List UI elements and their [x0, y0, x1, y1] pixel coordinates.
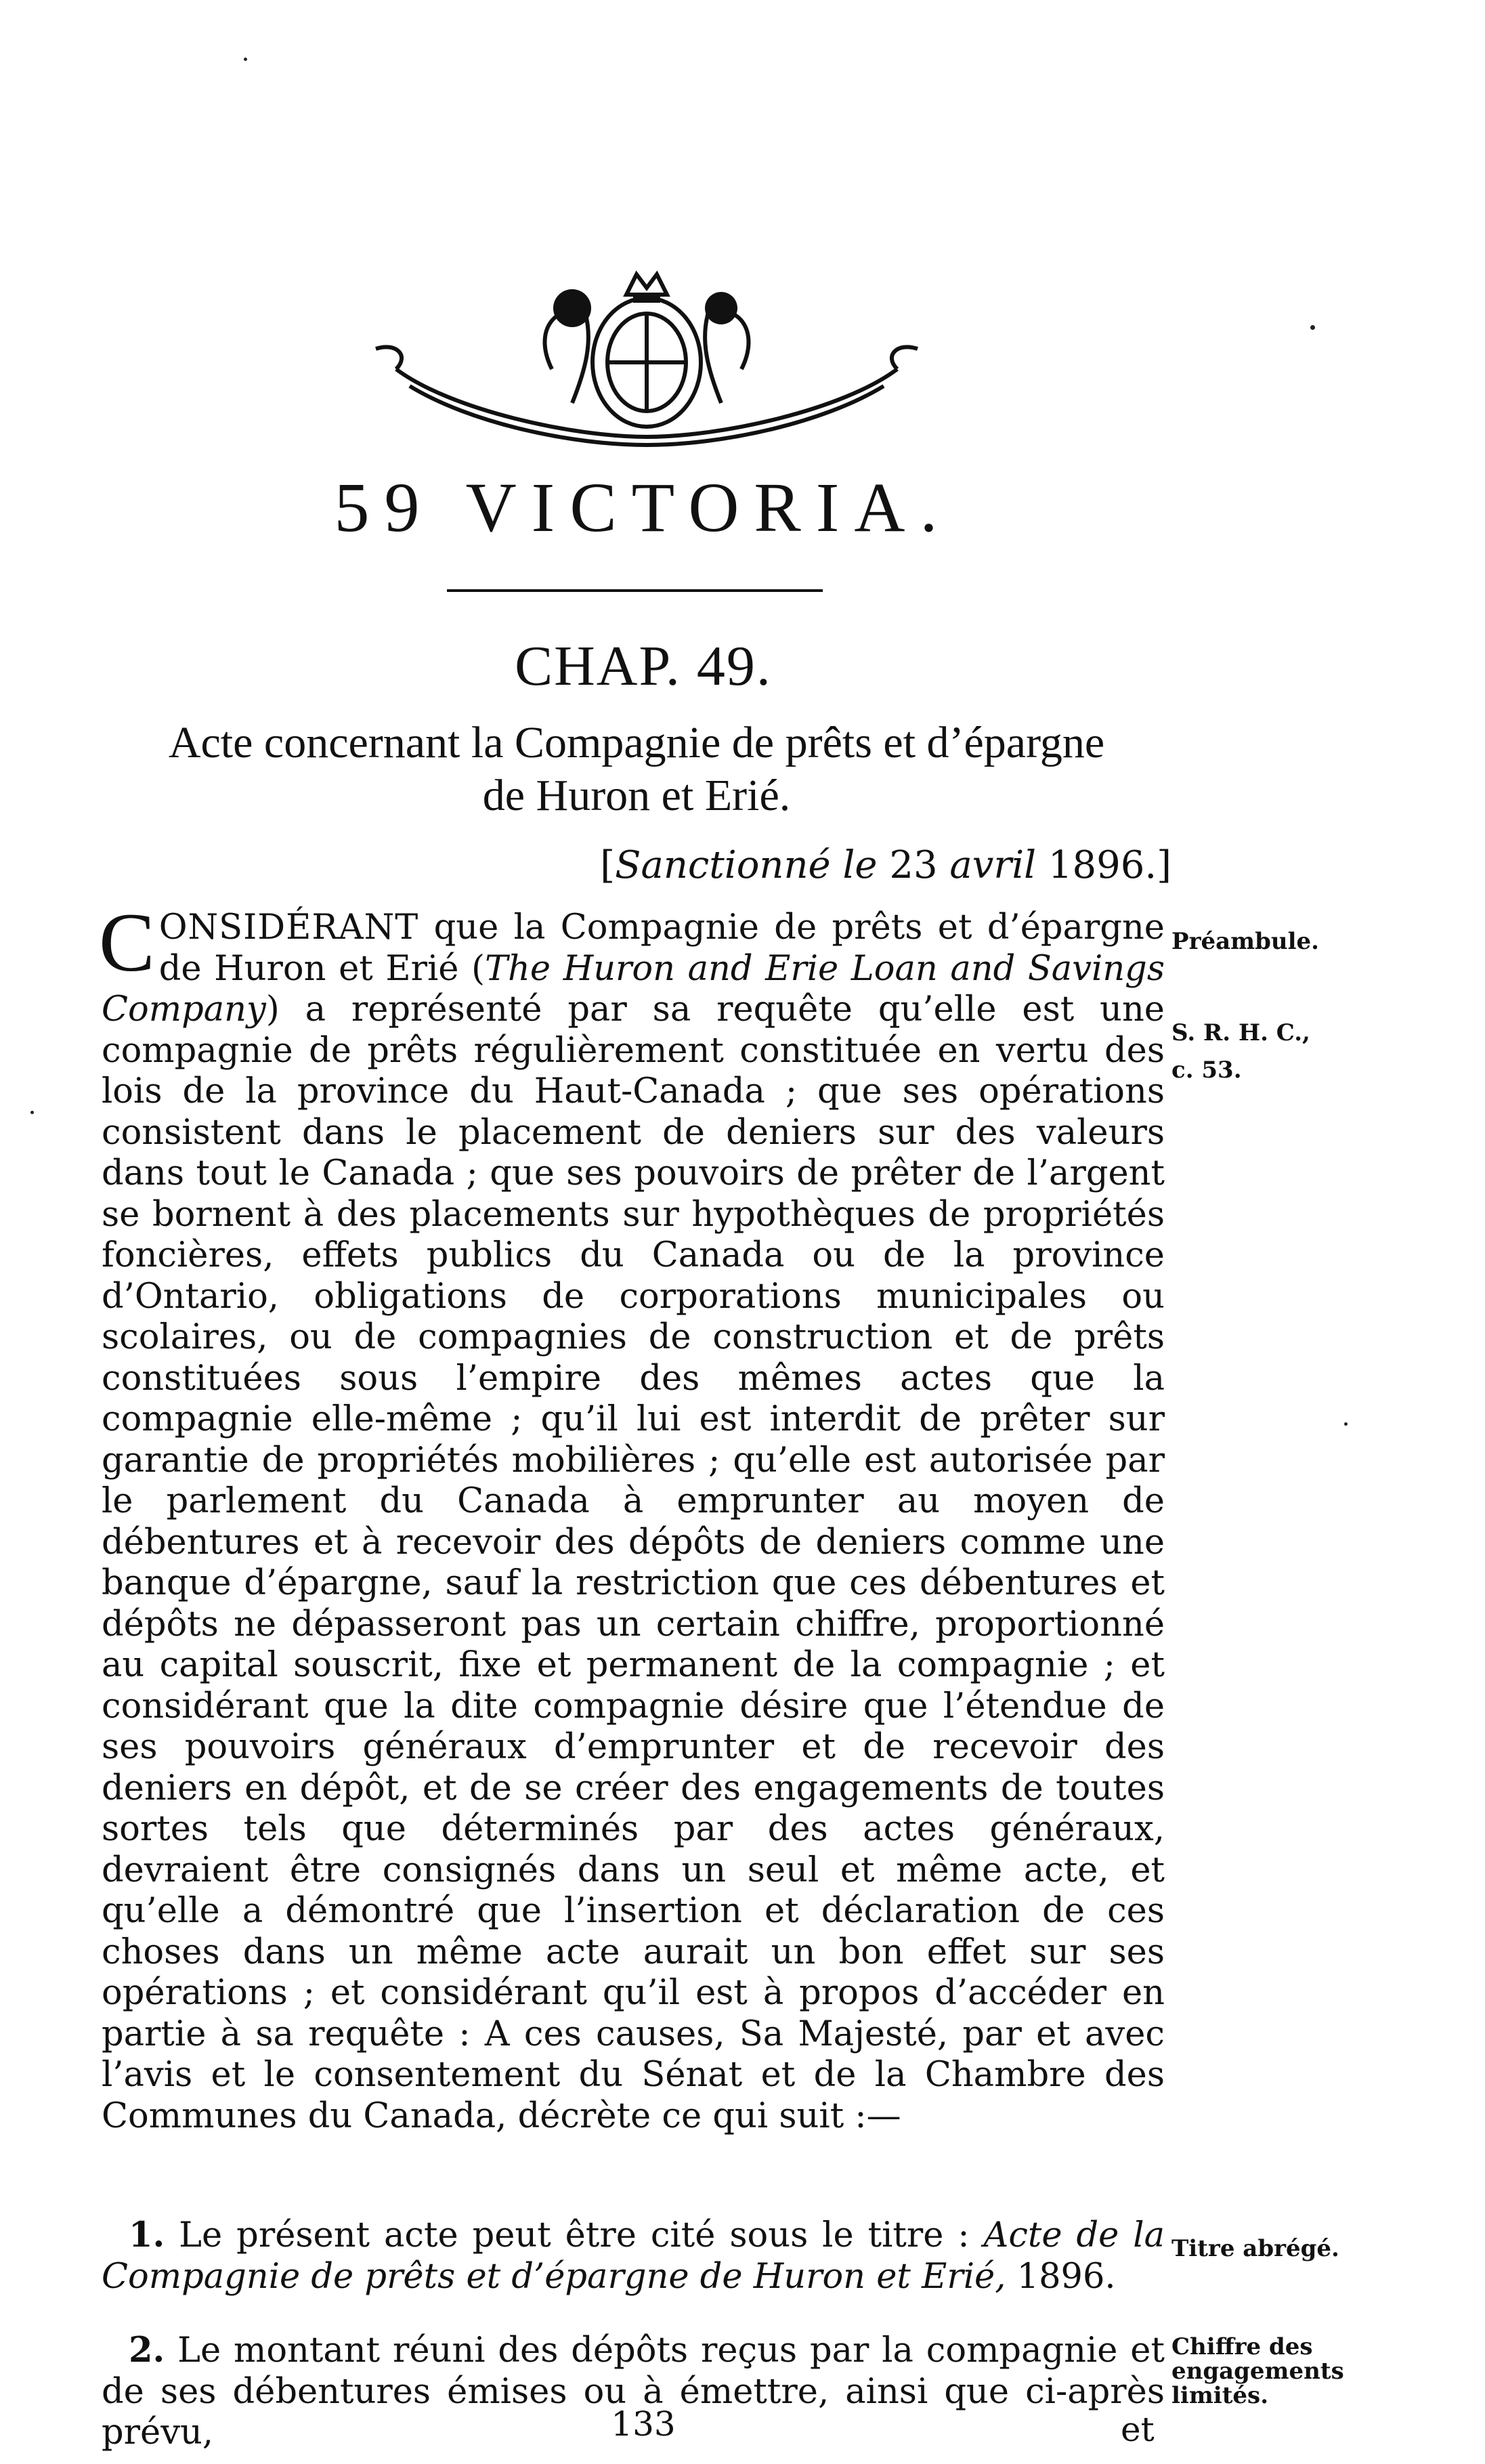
- marginal-note-chiffre: [1171, 2335, 1348, 2408]
- marginal-note-chiffre-line-1: Chiffre des: [1171, 2333, 1313, 2360]
- marginal-note-chiffre-line-2: engagements: [1171, 2358, 1344, 2385]
- section-1-short-title: Acte de la Compagnie de prêts et d’épargne de Huron et Erié,: [102, 2215, 1165, 2297]
- section-1-year: 1896.: [1006, 2256, 1116, 2297]
- preamble-paragraph: [99, 896, 1165, 2137]
- scan-speck: [30, 1111, 34, 1114]
- marginal-note-srhc-chapter: c. 53.: [1171, 1057, 1242, 1084]
- company-english-name: The Huron and Erie Loan and Savings Company: [102, 948, 1165, 1029]
- act-title: [102, 717, 1171, 822]
- marginal-note-titre: Titre abrégé.: [1171, 2235, 1339, 2262]
- page-number: 133: [611, 2404, 676, 2444]
- scan-speck: [1344, 1422, 1348, 1426]
- act-title-line-2: de Huron et Erié.: [482, 771, 791, 820]
- preamble-lead-word: ONSIDÉRANT: [158, 908, 419, 948]
- section-2-text: Le montant réuni des dépôts reçus par la compagnie et de ses débentures émises ou à émettre, ainsi que ci-après prévu,: [102, 2331, 1165, 2452]
- heading-rule: [447, 589, 823, 592]
- sanction-open-bracket: [: [600, 843, 616, 887]
- catchword: et: [1121, 2410, 1155, 2449]
- preamble-text-2: ) a représenté par sa requête qu’elle est une compagnie de prêts régulièrement constituée en vertu des lois de la province du Haut-Canada ; que ses opérations consistent dans le placement de deniers sur des valeurs dans tout le Canada ; que ses pouvoirs de prêter de l’argent se bornent à des placements sur hypothèques de propriétés foncières, effets publics du Canada ou de la province d’Ontario, obligations de corporations municipales ou scolaires, ou de compagnies de construction et de prêts constituées sous l’empire des mêmes actes que la compagnie elle-même ; qu’il lui est interdit de prêter sur garantie de propriétés mobilières ; qu’elle est autorisée par le parlement du Canada à emprunter au moyen de débentures et à recevoir des dépôts de deniers comme une banque d’épargne, sauf la restriction que ces débentures et dépôts ne dépasseront pas un certain chiffre, proportionné au capital souscrit, fixe et permanent de la compagnie ; et considérant que la dite compagnie désire que l’étendue de ses pouvoirs généraux d’emprunter et de recevoir des deniers en dépôt, et de se créer des engagements de toutes sortes tels que déterminés par des actes généraux, devraient être consignés dans un seul et même acte, et qu’elle a démontré que l’insertion et déclaration de ces choses dans un même acte aurait un bon effet sur ses opérations ; et considérant qu’il est à propos d’accéder en partie à sa requête : A ces causes, Sa Majesté, par et avec l’avis et le consentement du Sénat et de la Chambre des Communes du Canada, décrète ce qui suit :—: [102, 990, 1165, 2136]
- sanction-month: avril: [949, 843, 1037, 887]
- section-1-number: 1.: [129, 2215, 165, 2255]
- marginal-note-chiffre-line-3: limités.: [1171, 2382, 1269, 2409]
- sanction-day: 23: [877, 843, 950, 887]
- royal-coat-of-arms-icon: [369, 268, 924, 450]
- preamble-text-1: que la Compagnie de prêts et d’épargne de Huron et Erié (: [158, 908, 1165, 989]
- scan-speck: [1310, 325, 1315, 330]
- sanction-year: 1896.]: [1036, 843, 1171, 887]
- sanction-date: [596, 843, 1171, 887]
- scan-speck: [244, 58, 247, 61]
- chapter-number: CHAP. 49.: [515, 635, 772, 698]
- sanction-prefix: Sanctionné le: [615, 843, 878, 887]
- section-2-number: 2.: [129, 2330, 165, 2371]
- section-1-text: Le présent acte peut être cité sous le titre :: [165, 2215, 984, 2255]
- section-1: [102, 2215, 1165, 2297]
- drop-cap: C: [99, 896, 155, 989]
- marginal-note-srhc: S. R. H. C.,: [1171, 1019, 1310, 1046]
- marginal-note-preambule: Préambule.: [1171, 928, 1319, 955]
- act-title-line-1: Acte concernant la Compagnie de prêts et d’épargne: [168, 718, 1105, 767]
- regnal-year-heading: 59 VICTORIA.: [334, 469, 953, 547]
